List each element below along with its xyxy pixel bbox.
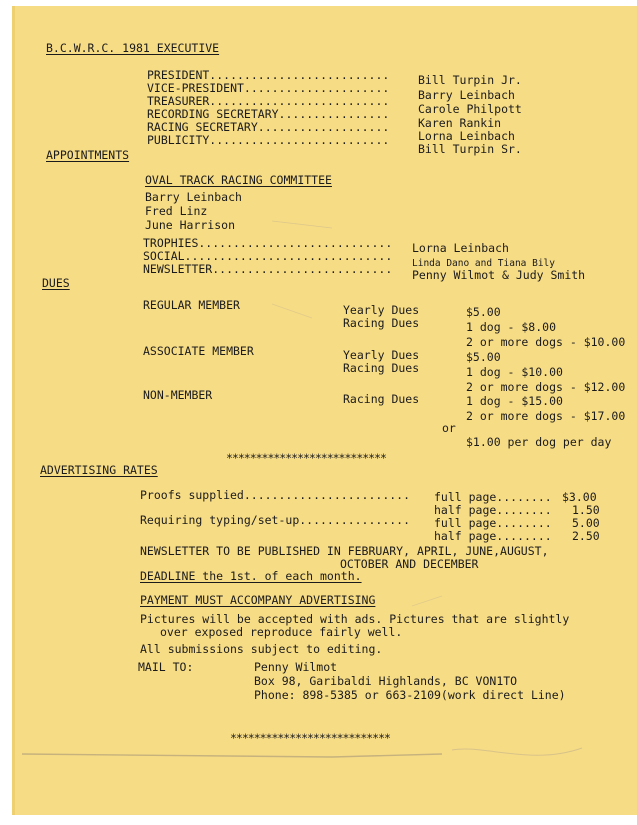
- mail-address: Box 98, Garibaldi Highlands, BC VON1TO: [254, 674, 518, 688]
- ad-typing-full-page: full page........: [434, 516, 552, 530]
- ad-editing-note: All submissions subject to editing.: [140, 642, 383, 656]
- ad-typing-half-page: half page........: [434, 529, 552, 543]
- role-name-social: Linda Dano and Tiana Bily: [412, 258, 555, 269]
- committee-title: OVAL TRACK RACING COMMITTEE: [145, 173, 332, 187]
- ad-schedule-line2: OCTOBER AND DECEMBER: [340, 557, 479, 571]
- exec-label-publicity: PUBLICITY..........................: [147, 133, 390, 147]
- role-name-newsletter: Penny Wilmot & Judy Smith: [412, 268, 586, 282]
- pencil-marks: [12, 6, 637, 815]
- exec-name-president: Bill Turpin Jr.: [418, 73, 522, 87]
- exec-name-vice-president: Barry Leinbach: [418, 88, 515, 102]
- role-name-trophies: Lorna Leinbach: [412, 241, 509, 255]
- ad-typing-label: Requiring typing/set-up................: [140, 513, 411, 527]
- dues-associate-label: ASSOCIATE MEMBER: [143, 344, 254, 358]
- dues-heading: DUES: [42, 276, 70, 290]
- exec-label-treasurer: TREASURER..........................: [147, 94, 390, 108]
- dues-regular-more-dogs: 2 or more dogs - $10.00: [466, 335, 626, 349]
- role-label-newsletter: NEWSLETTER..........................: [143, 262, 393, 276]
- appointments-heading: APPOINTMENTS: [46, 148, 130, 162]
- exec-label-vice-president: VICE-PRESIDENT.....................: [147, 81, 390, 95]
- ad-proofs-half-price: 1.50: [572, 503, 600, 517]
- document-title: B.C.W.R.C. 1981 EXECUTIVE: [46, 41, 220, 55]
- role-label-trophies: TROPHIES............................: [143, 236, 393, 250]
- committee-member: Fred Linz: [145, 204, 208, 218]
- exec-label-racing-secretary: RACING SECRETARY...................: [147, 120, 390, 134]
- exec-name-recording-secretary: Karen Rankin: [418, 116, 502, 130]
- dues-nonmember-more-dogs: 2 or more dogs - $17.00: [466, 409, 626, 423]
- ad-proofs-label: Proofs supplied........................: [140, 488, 411, 502]
- ad-typing-half-price: 2.50: [572, 529, 600, 543]
- committee-member: June Harrison: [145, 218, 236, 232]
- exec-name-publicity: Bill Turpin Sr.: [418, 142, 522, 156]
- document-page: [12, 6, 637, 815]
- mail-name: Penny Wilmot: [254, 660, 338, 674]
- ad-deadline: DEADLINE the 1st. of each month.: [140, 569, 362, 583]
- dues-per-dog-per-day: $1.00 per dog per day: [466, 435, 612, 449]
- separator-stars: ***************************: [230, 731, 390, 745]
- dues-nonmember-label: NON-MEMBER: [143, 388, 213, 402]
- ad-proofs-full-price: $3.00: [562, 490, 597, 504]
- dues-or-text: or: [442, 421, 456, 435]
- dues-nonmember-one-dog: 1 dog - $15.00: [466, 394, 563, 408]
- ad-proofs-half-page: half page........: [434, 503, 552, 517]
- dues-associate-one-dog: 1 dog - $10.00: [466, 365, 563, 379]
- separator-stars: ***************************: [226, 451, 386, 465]
- dues-associate-racing-label: Racing Dues: [343, 361, 420, 375]
- dues-nonmember-racing-label: Racing Dues: [343, 392, 420, 406]
- dues-regular-label: REGULAR MEMBER: [143, 298, 240, 312]
- ad-payment-notice: PAYMENT MUST ACCOMPANY ADVERTISING: [140, 593, 376, 607]
- dues-associate-more-dogs: 2 or more dogs - $12.00: [466, 380, 626, 394]
- dues-regular-yearly-label: Yearly Dues: [343, 303, 420, 317]
- mail-to-label: MAIL TO:: [138, 660, 194, 674]
- role-label-social: SOCIAL..............................: [143, 249, 393, 263]
- exec-label-recording-secretary: RECORDING SECRETARY................: [147, 107, 390, 121]
- exec-name-racing-secretary: Lorna Leinbach: [418, 129, 515, 143]
- committee-member: Barry Leinbach: [145, 190, 242, 204]
- ad-proofs-full-page: full page........: [434, 490, 552, 504]
- exec-label-president: PRESIDENT..........................: [147, 68, 390, 82]
- ad-pictures-line1: Pictures will be accepted with ads. Pictures that are slightly: [140, 612, 570, 626]
- mail-phone: Phone: 898-5385 or 663-2109(work direct Line): [254, 688, 566, 702]
- ad-schedule-line1: NEWSLETTER TO BE PUBLISHED IN FEBRUARY, APRIL, JUNE,AUGUST,: [140, 544, 549, 558]
- dues-associate-yearly-value: $5.00: [466, 350, 501, 364]
- dues-regular-yearly-value: $5.00: [466, 305, 501, 319]
- dues-regular-racing-label: Racing Dues: [343, 316, 420, 330]
- ad-pictures-line2: over exposed reproduce fairly well.: [160, 625, 403, 639]
- ad-typing-full-price: 5.00: [572, 516, 600, 530]
- dues-regular-one-dog: 1 dog - $8.00: [466, 320, 557, 334]
- advertising-heading: ADVERTISING RATES: [40, 463, 158, 477]
- dues-associate-yearly-label: Yearly Dues: [343, 348, 420, 362]
- exec-name-treasurer: Carole Philpott: [418, 102, 522, 116]
